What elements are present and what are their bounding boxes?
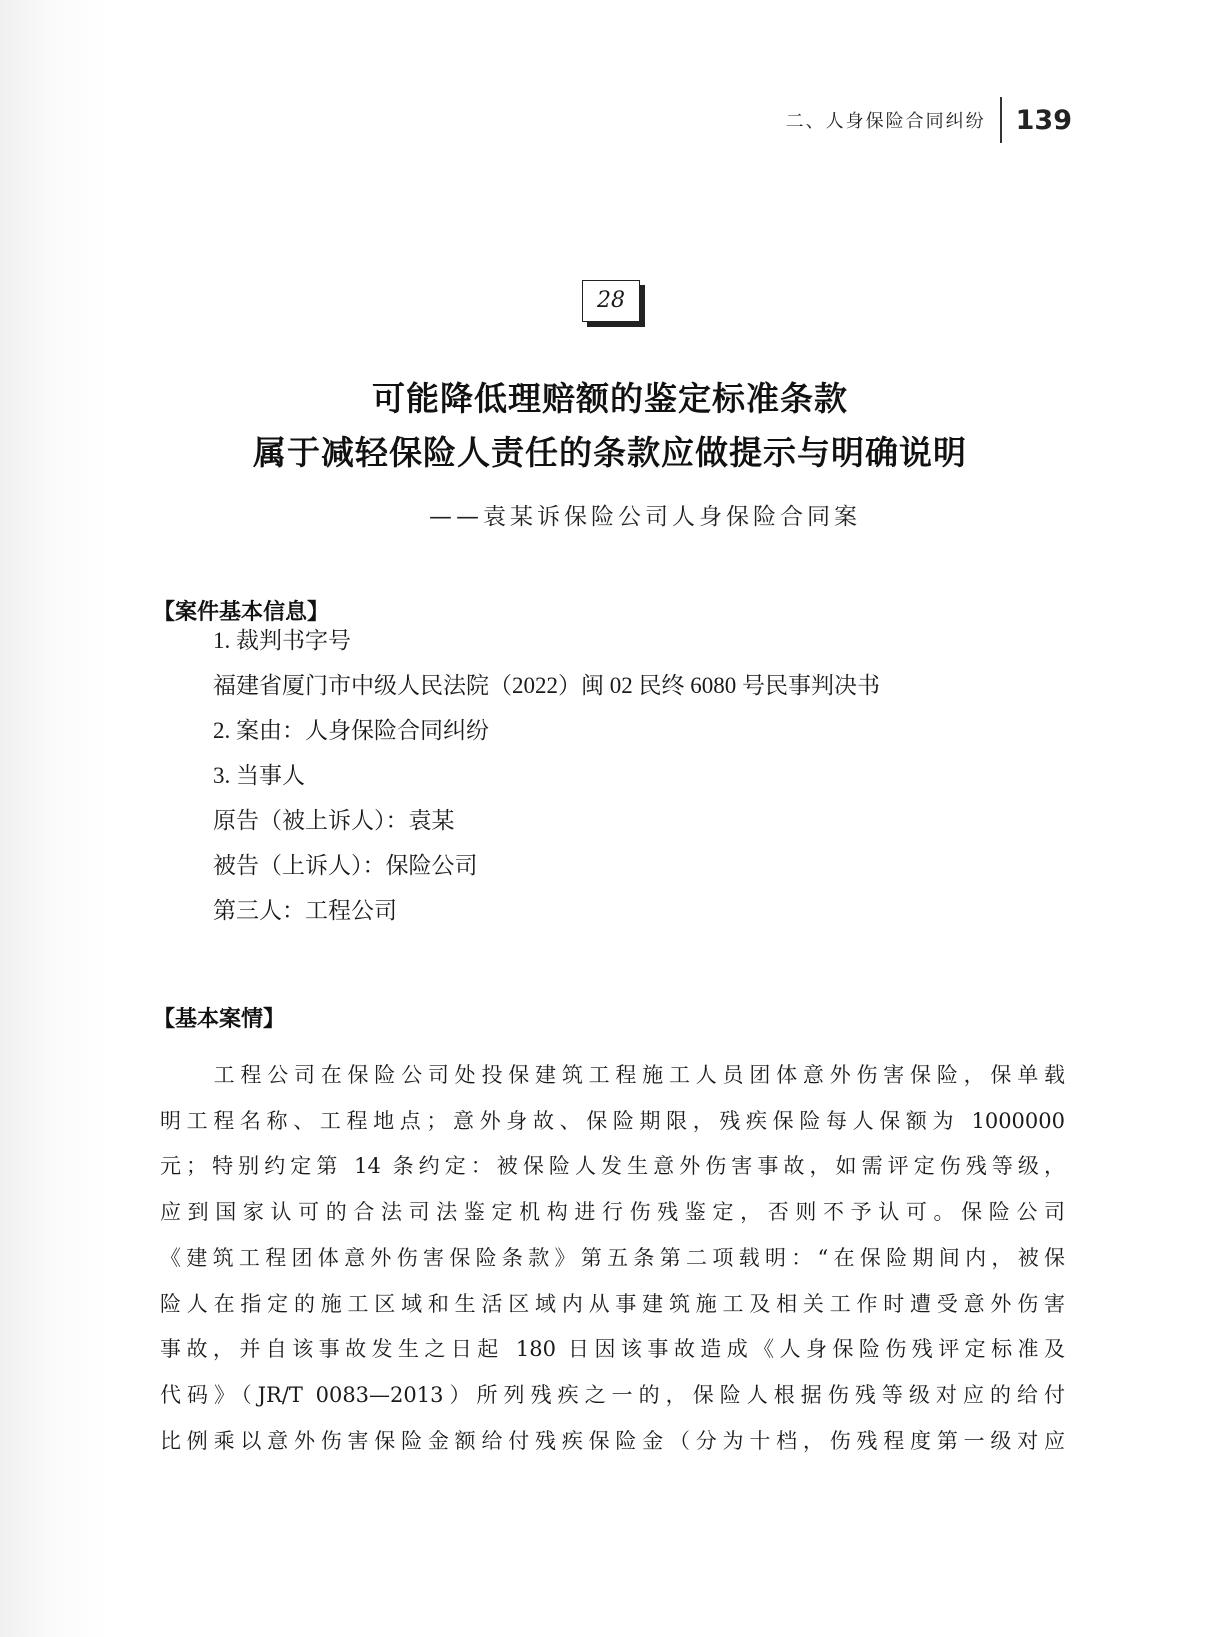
case-title-line-2: 属于减轻保险人责任的条款应做提示与明确说明 <box>253 433 967 472</box>
case-number-box <box>582 280 640 322</box>
paragraph-line: 应到国家认可的合法司法鉴定机构进行伤残鉴定，否则不予认可。保险公司 <box>160 1200 1065 1225</box>
info-line: 第三人：工程公司 <box>213 898 397 923</box>
info-line: 1. 裁判书字号 <box>213 628 351 653</box>
case-title-line-1: 可能降低理赔额的鉴定标准条款 <box>372 379 848 418</box>
paragraph-line: 工程公司在保险公司处投保建筑工程施工人员团体意外伤害保险，保单载 <box>160 1063 1065 1087</box>
page-number: 139 <box>1015 104 1072 136</box>
paragraph-line: 代码》（JR/T 0083—2013）所列残疾之一的，保险人根据伤残等级对应的给付 <box>160 1382 1065 1407</box>
paragraph-line: 明工程名称、工程地点；意外身故、保险期限，残疾保险每人保额为 1000000 <box>160 1108 1065 1133</box>
info-line: 3. 当事人 <box>213 763 305 788</box>
paragraph-line: 《建筑工程团体意外伤害保险条款》第五条第二项载明：“在保险期间内，被保 <box>160 1245 1065 1270</box>
info-line: 2. 案由：人身保险合同纠纷 <box>213 718 489 743</box>
info-line: 福建省厦门市中级人民法院（2022）闽 02 民终 6080 号民事判决书 <box>213 673 880 698</box>
case-number: 28 <box>597 288 625 313</box>
section-heading-facts: 【基本案情】 <box>153 1007 286 1032</box>
paragraph-line: 元；特别约定第 14 条约定：被保险人发生意外伤害事故，如需评定伤残等级， <box>160 1154 1065 1179</box>
section-heading-basic-info: 【案件基本信息】 <box>153 600 330 625</box>
running-header <box>786 96 1072 144</box>
info-line: 被告（上诉人）：保险公司 <box>213 853 478 878</box>
running-title: 二、人身保险合同纠纷 <box>785 111 986 132</box>
facts-paragraph <box>160 1053 1065 1464</box>
paragraph-line: 比例乘以意外伤害保险金额给付残疾保险金（分为十档，伤残程度第一级对应 <box>160 1428 1065 1453</box>
scan-shadow <box>0 0 110 1637</box>
paragraph-line: 事故，并自该事故发生之日起 180 日因该事故造成《人身保险伤残评定标准及 <box>160 1337 1065 1362</box>
case-subtitle: ——袁某诉保险公司人身保险合同案 <box>429 504 861 530</box>
info-line: 原告（被上诉人）：袁某 <box>213 808 455 833</box>
paragraph-line: 险人在指定的施工区域和生活区域内从事建筑施工及相关工作时遭受意外伤害 <box>160 1291 1065 1316</box>
